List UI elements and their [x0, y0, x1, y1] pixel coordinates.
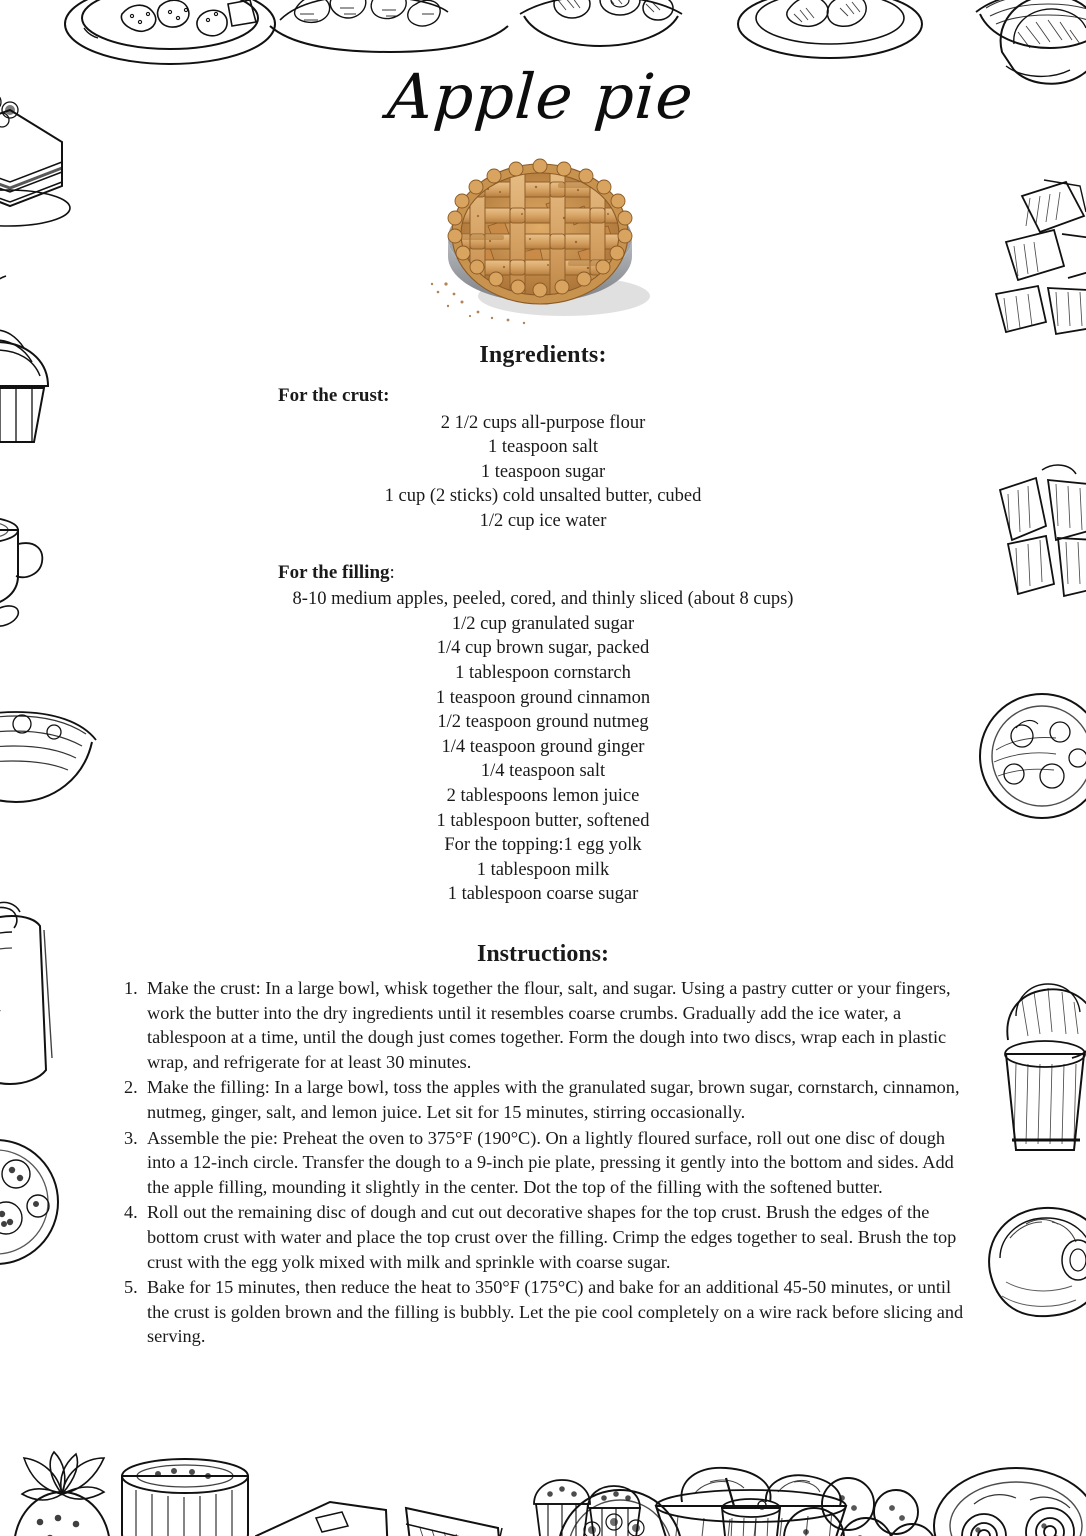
list-item: 1 tablespoon butter, softened: [436, 810, 650, 831]
list-item: 1/4 teaspoon salt: [480, 761, 606, 782]
group-label-crust: [0, 383, 1086, 409]
instruction-step: Make the filling: In a large bowl, toss the apples with the granulated sugar, brown sugar, cornstarch, cinnamon, nutmeg, ginger, salt, and lemon juice. Let sit for 15 minutes, stirring occasionally.: [147, 1077, 960, 1122]
list-item: 1 teaspoon salt: [488, 437, 598, 458]
instruction-step: Make the crust: In a large bowl, whisk together the flour, salt, and sugar. Using a pastry cutter or your fingers, work the butter into the dry ingredients until it resembles coarse crumbs. Gradually add the ice water, a tablespoon at a time, until the dough just comes together. Form the dough into two discs, wrap each in plastic wrap, and refrigerate for at least 30 minutes.: [147, 977, 951, 1072]
list-item: 1 cup (2 sticks) cold unsalted butter, cubed: [384, 486, 702, 507]
instructions-heading: Instructions:: [476, 940, 609, 967]
hero-image-wrap: [0, 134, 1086, 334]
group-label-crust-text: For the crust:: [278, 385, 390, 406]
instruction-step: Bake for 15 minutes, then reduce the heat to 350°F (175°C) and bake for an additional 45-50 minutes, or until the crust is golden brown and the filling is bubbly. Let the pie cool completely on a wire rack before slicing and serving.: [147, 1277, 964, 1347]
lattice-apple-pie-illustration: [418, 134, 668, 334]
list-item: 2 1/2 cups all-purpose flour: [440, 412, 646, 433]
instruction-step: Roll out the remaining disc of dough and cut out decorative shapes for the top crust. Brush the edges of the bottom crust with water and place the top crust over the filling. Crimp the edges together to seal. Brush the top crust with the egg yolk mixed with milk and sprinkle with coarse sugar.: [147, 1202, 957, 1272]
list-item: 8-10 medium apples, peeled, cored, and thinly sliced (about 8 cups): [292, 589, 794, 610]
list-item: 1/4 teaspoon ground ginger: [441, 736, 645, 757]
group-label-filling: [0, 560, 1086, 586]
ingredient-list-filling: [0, 587, 1086, 907]
instruction-steps: [118, 976, 968, 1349]
ingredient-group-filling: [0, 560, 1086, 907]
list-item: 1/2 cup ice water: [479, 511, 607, 532]
list-item: 1 tablespoon milk: [476, 859, 610, 880]
list-item: 2 tablespoons lemon juice: [446, 786, 640, 806]
list-item: 1 tablespoon cornstarch: [455, 663, 631, 684]
group-label-filling-bold: For the filling: [278, 561, 390, 583]
list-item: 1 teaspoon sugar: [480, 461, 606, 482]
group-label-filling-colon: :: [389, 561, 395, 583]
list-item: 1/2 teaspoon ground nutmeg: [437, 712, 649, 733]
page-title: Apple pie: [385, 60, 697, 133]
list-item: 1/2 cup granulated sugar: [451, 613, 635, 634]
ingredients-heading: Ingredients:: [479, 342, 607, 368]
list-item: 1 tablespoon coarse sugar: [447, 884, 639, 905]
ingredient-list-crust: [0, 411, 1086, 534]
list-item: 1 teaspoon ground cinnamon: [435, 687, 651, 708]
list-item: 1/4 cup brown sugar, packed: [436, 638, 650, 659]
list-item: For the topping:1 egg yolk: [444, 835, 642, 856]
instruction-step: Assemble the pie: Preheat the oven to 375°F (190°C). On a lightly floured surface, roll out one disc of dough into a 12-inch circle. Transfer the dough to a 9-inch pie plate, pressing it gently into the bottom and sides. Add the apple filling, mounding it slightly in the center. Dot the top of the filling with the softened butter.: [147, 1127, 954, 1197]
ingredient-group-crust: [0, 383, 1086, 534]
